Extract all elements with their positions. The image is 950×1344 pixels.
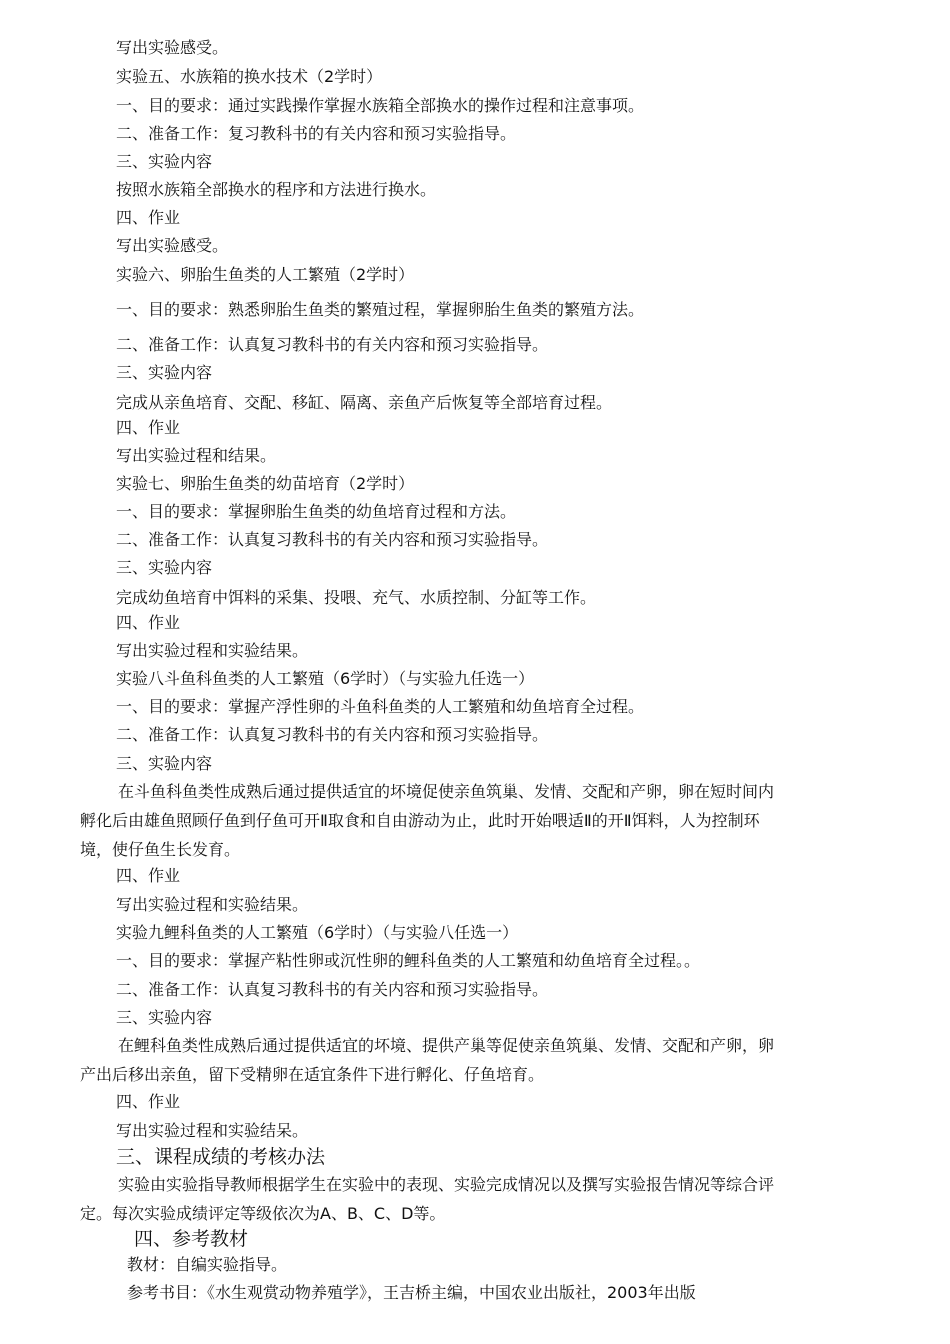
experiment-7-title: 实验七、卵胎生鱼类的幼苗培育（2学时） [116,474,415,493]
text-line: 二、准备工作：复习教科书的有关内容和预习实验指导。 [116,124,517,143]
text-line: 写出实验过程和结果。 [116,446,277,465]
experiment-9-title: 实验九鲤科鱼类的人工繁殖（6学时）（与实验八任选一） [116,923,519,942]
text-line: 一、目的要求：通过实践操作掌握水族箱全部换水的操作过程和注意事项。 [116,96,645,115]
text-line: 二、准备工作：认真复习教科书的有关内容和预习实验指导。 [116,725,549,744]
section-label: 三、实验内容 [116,754,213,773]
textbook-line: 教材：自编实验指导。 [127,1255,288,1274]
paragraph-line: 孵化后由雄鱼照顾仔鱼到仔鱼可开Ⅱ取食和自由游动为止，此时开始喂适Ⅱ的开Ⅱ饵料，人为控制环 [80,811,760,830]
text-line: 写出实验感受。 [116,38,229,57]
text-line: 一、目的要求：掌握产浮性卵的斗鱼科鱼类的人工繁殖和幼鱼培育全过程。 [116,697,645,716]
text-line: 一、目的要求：熟悉卵胎生鱼类的繁殖过程，掌握卵胎生鱼类的繁殖方法。 [116,300,645,319]
section-label: 三、实验内容 [116,1008,213,1027]
text-line: 二、准备工作：认真复习教科书的有关内容和预习实验指导。 [116,335,549,354]
text-line: 写出实验过程和实验结果。 [116,641,309,660]
section-label: 四、作业 [116,866,181,885]
assessment-paragraph [80,1170,870,1228]
experiment-8-title: 实验八斗鱼科鱼类的人工繁殖（6学时）（与实验九任选一） [116,669,535,688]
text-line: 一、目的要求：掌握卵胎生鱼类的幼鱼培育过程和方法。 [116,502,517,521]
paragraph-line: 产出后移出亲鱼，留下受精卵在适宜条件下进行孵化、仔鱼培育。 [80,1065,545,1084]
paragraph-line: 在斗鱼科鱼类性成熟后通过提供适宜的坏境促使亲鱼筑巢、发情、交配和产卵，卵在短时间内 [118,782,775,801]
text-line: 按照水族箱全部换水的程序和方法进行换水。 [116,180,437,199]
paragraph-line: 实验由实验指导教师根据学生在实验中的表现、实验完成情况以及撰写实验报告情况等综合评 [118,1175,775,1194]
paragraph-line: 定。每次实验成绩评定等级依次为A、B、C、D等。 [80,1204,446,1223]
text-line: 一、目的要求：掌握产粘性卵或沉性卵的鲤科鱼类的人工繁殖和幼鱼培育全过程。。 [116,951,701,970]
text-line: 二、准备工作：认真复习教科书的有关内容和预习实验指导。 [116,980,549,999]
reference-book-line: 参考书目：《水生观赏动物养殖学》，王吉桥主编，中国农业出版社，2003年出版 [127,1283,696,1302]
section-label: 三、实验内容 [116,152,213,171]
section-label: 四、作业 [116,208,181,227]
paragraph-line: 在鲤科鱼类性成熟后通过提供适宜的坏境、提供产巢等促使亲鱼筑巢、发情、交配和产卵，卵 [118,1036,775,1055]
experiment-9-content-paragraph [80,1031,870,1089]
section-label: 四、作业 [116,613,181,632]
section-label: 三、实验内容 [116,363,213,382]
section-label: 三、实验内容 [116,558,213,577]
text-line: 写出实验感受。 [116,236,229,255]
experiment-6-title: 实验六、卵胎生鱼类的人工繁殖（2学时） [116,265,415,284]
section-heading-references: 四、参考教材 [134,1228,249,1250]
experiment-8-content-paragraph [80,777,870,864]
text-line: 完成幼鱼培育中饵料的采集、投喂、充气、水质控制、分缸等工作。 [116,588,597,607]
section-heading-assessment: 三、课程成绩的考核办法 [116,1146,326,1168]
text-line: 写出实验过程和实验结果。 [116,895,309,914]
experiment-5-title: 实验五、水族箱的换水技术（2学时） [116,67,383,86]
text-line: 完成从亲鱼培育、交配、移缸、隔离、亲鱼产后恢复等全部培育过程。 [116,393,613,412]
section-label: 四、作业 [116,1092,181,1111]
paragraph-line: 境，使仔鱼生长发育。 [80,840,241,859]
section-label: 四、作业 [116,418,181,437]
text-line: 二、准备工作：认真复习教科书的有关内容和预习实验指导。 [116,530,549,549]
text-line: 写出实验过程和实验结呆。 [116,1121,309,1140]
